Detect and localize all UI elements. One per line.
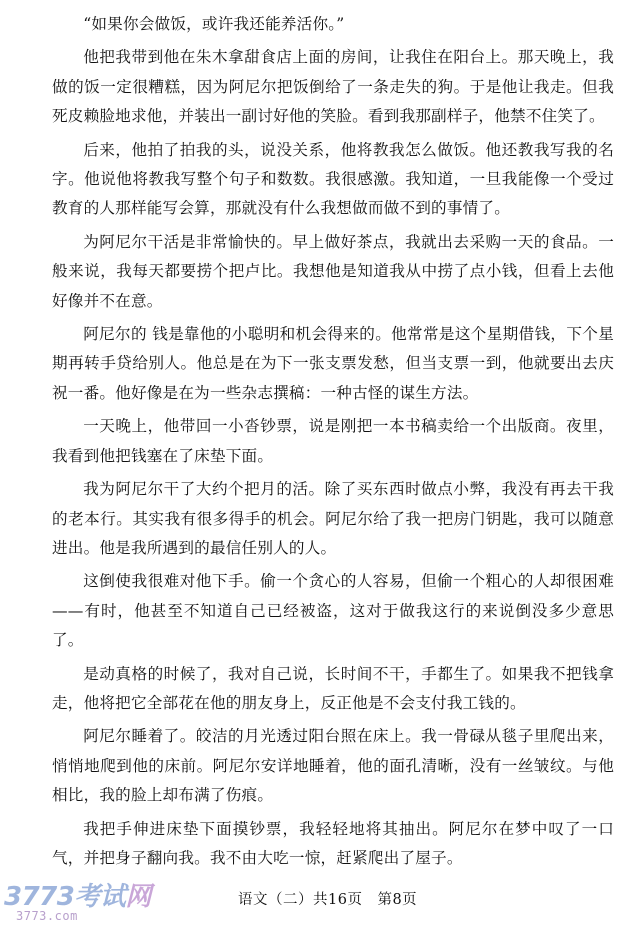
paragraph: “如果你会做饭，或许我还能养活你。” bbox=[83, 15, 345, 33]
paragraph: 是动真格的时候了，我对自己说，长时间不干，手都生了。如果我不把钱拿走，他将把它全部花在他的朋友身上，反正他是不会支付我工钱的。 bbox=[52, 664, 614, 712]
page-number: 语文（二）共16页 第8页 bbox=[238, 892, 418, 908]
paragraph: 我把手伸进床垫下面摸钞票，我轻轻地将其抽出。阿尼尔在梦中叹了一口气，并把身子翻向我。我不由大吃一惊，赶紧爬出了屋子。 bbox=[52, 819, 614, 867]
watermark-logo-suffix: 网 bbox=[125, 882, 151, 912]
paragraph: 阿尼尔睡着了。皎洁的月光透过阳台照在床上。我一骨碌从毯子里爬出来，悄悄地爬到他的床前。阿尼尔安详地睡着，他的面孔清晰，没有一丝皱纹。与他相比，我的脸上却布满了伤痕。 bbox=[52, 727, 614, 805]
paragraph: 这倒使我很难对他下手。偷一个贪心的人容易，但偷一个粗心的人却很困难——有时，他甚至不知道自己已经被盗，这对于做我这行的来说倒没多少意思了。 bbox=[52, 572, 614, 650]
page-footer bbox=[0, 886, 637, 926]
article-body bbox=[52, 10, 614, 877]
watermark-url: 3773.com bbox=[16, 909, 78, 923]
paragraph: 他把我带到他在朱木拿甜食店上面的房间，让我住在阳台上。那天晚上，我做的饭一定很糟糕，因为阿尼尔把饭倒给了一条走失的狗。于是他让我走。但我死皮赖脸地求他，并装出一副讨好他的笑脸。看到我那副样子，他禁不住笑了。 bbox=[52, 48, 614, 126]
paragraph: 一天晚上，他带回一小沓钞票，说是刚把一本书稿卖给一个出版商。夜里，我看到他把钱塞在了床垫下面。 bbox=[52, 417, 614, 465]
paragraph: 阿尼尔的 钱是靠他的小聪明和机会得来的。他常常是这个星期借钱，下个星期再转手贷给别人。他总是在为下一张支票发愁，但当支票一到，他就要出去庆祝一番。他好像是在为一些杂志撰稿：一种古怪的谋生方法。 bbox=[52, 325, 614, 402]
watermark-logo-text: 3773考试 bbox=[4, 882, 126, 912]
paragraph: 我为阿尼尔干了大约个把月的活。除了买东西时做点小弊，我没有再去干我的老本行。其实我有很多得手的机会。阿尼尔给了我一把房门钥匙，我可以随意进出。他是我所遇到的最信任别人的人。 bbox=[52, 480, 614, 557]
paragraph: 后来，他拍了拍我的头，说没关系，他将教我怎么做饭。他还教我写我的名字。他说他将教我写整个句子和数数。我很感激。我知道，一旦我能像一个受过教育的人那样能写会算，那就没有什么我想做而做不到的事情了。 bbox=[52, 140, 614, 218]
paragraph: 为阿尼尔干活是非常愉快的。早上做好茶点，我就出去采购一天的食品。一般来说，我每天都要捞个把卢比。我想他是知道我从中捞了点小钱，但看上去他好像并不在意。 bbox=[52, 232, 614, 310]
